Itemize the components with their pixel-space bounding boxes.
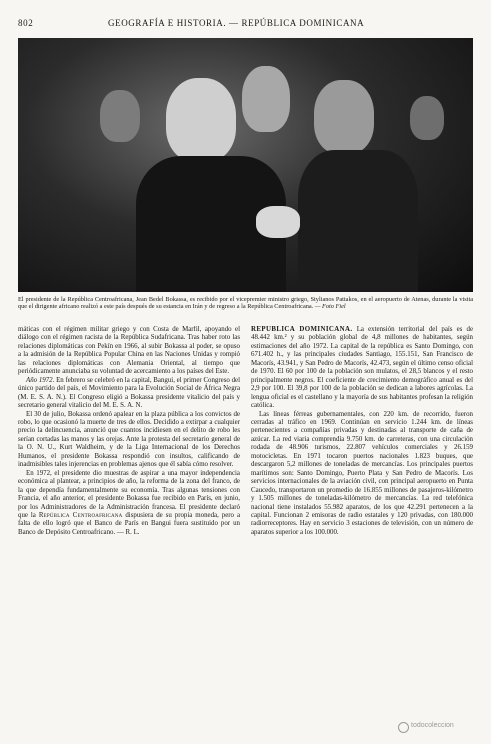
- running-title: GEOGRAFÍA E HISTORIA. — REPÚBLICA DOMINICANA: [108, 18, 365, 28]
- photo-figure-right: [314, 80, 374, 154]
- right-paragraph-1: [251, 326, 473, 411]
- page-header: [18, 18, 473, 32]
- section-title: REPÚBLICA DOMINICANA.: [251, 326, 353, 333]
- news-photo: [18, 38, 473, 292]
- watermark: [398, 718, 478, 736]
- page-number: 802: [18, 18, 34, 28]
- photo-figure-left: [100, 90, 140, 142]
- watermark-text: todocoleccion: [411, 722, 454, 729]
- caption-text: El presidente de la República Centroafricana, Jean Bedel Bokassa, es recibido por el vicepremier ministro griego, Stylianos Pattakos, en el aeropuerto de Atenas, durante la visita que el dirigente africano realizó a este país después de su estancia en Irán y de regreso a la República Centroafricana.: [18, 296, 473, 311]
- photo-hands: [256, 206, 300, 238]
- watermark-logo-icon: [398, 722, 409, 733]
- photo-figure-glasses: [242, 66, 290, 132]
- left-paragraph-2: [18, 377, 240, 411]
- left-paragraph-4b: dispusiera de su propia moneda, pero a falta de ello logró que el Banco de París en Bangui fuera sustituido por un Banco de Depósito Centroafricano. — R. L.: [18, 511, 240, 536]
- left-paragraph-1: máticas con el régimen militar griego y con Costa de Marfil, apoyando el diálogo con el régimen racista de la República Sudafricana. Tras haber roto las relaciones diplomáticas con Pekín en 1966, al subir Bokassa al poder, se opuso a la admisión de la República Popular China en las Naciones Unidas y rompió las relaciones diplomáticas con Alemania Oriental, al tiempo que periódicamente anunciaba su voluntad de acercamiento a los países del Este.: [18, 326, 240, 376]
- photo-figure-far-right: [410, 96, 444, 140]
- left-paragraph-2-text: En febrero se celebró en la capital, Bangui, el primer Congreso del único partido del país, el Movimiento para la Evolución Social de África Negra (M. E. S. A. N.). El Congreso eligió a Bokassa presidente vitalicio del país y secretario general vitalicio del M. E. S. A. N.: [18, 376, 240, 410]
- left-paragraph-4: [18, 470, 240, 538]
- left-column: [18, 326, 240, 708]
- photo-figure-center: [166, 78, 236, 162]
- left-paragraph-3: El 30 de julio, Bokassa ordenó apalear en la plaza pública a los convictos de robo, lo que ocasionó la muerte de tres de ellos. Decidido a extirpar a cualquier precio la delincuencia, anunció que cuantos incidiesen en el delito de robo les serían cortadas las manos y las orejas. Ante la protesta del secretario general de la O. N. U., Kurt Waldheim, y de la Liga Internacional de los Derechos Humanos, el presidente Bokassa respondió con insultos, calificando de inadmisibles tales injerencias en problemas ajenos que él sabía cómo resolver.: [18, 410, 240, 469]
- photo-caption: [18, 296, 473, 320]
- photo-credit: — Foto Fiel: [314, 303, 346, 311]
- photo-body-right: [298, 150, 418, 292]
- right-paragraph-2: Las líneas férreas gubernamentales, con 220 km. de recorrido, fueron cerradas al tráfico en 1969. Continúan en servicio 1.244 km. de líneas pertenecientes a compañías privadas y destinadas al transporte de caña de azúcar. La red viaria comprendía 9.750 km. de carreteras, con una circulación rodada de 48.906 turismos, 22.807 vehículos comerciales y 26.159 motocicletas. En 1971 tocaron puertos nacionales 1.823 buques, que descargaron 5,2 millones de toneladas de mercancías. Los principales puertos marítimos son: Santo Domingo, Puerto Plata y San Pedro de Macorís. Los servicios internacionales de la aviación civil, con principal aeropuerto en Punta Caucedo, transportaron un promedio de 16.855 millones de pasajeros-kilómetro y 1.505 millones de toneladas-kilómetro de mercancías. La red telefónica nacional tiene instalados 55.982 aparatos, de los que 42.291 pertenecen a la capital. Funcionan 2 emisoras de radio estatales y 120 privadas, con 180.000 radiorreceptores. Hay en servicio 3 estaciones de televisión, con un número de aparatos superior a los 100.000.: [251, 410, 473, 536]
- right-column: [251, 326, 473, 708]
- country-name: República Centroafricana: [38, 511, 123, 519]
- right-paragraph-1-text: La extensión territorial del país es de 48.442 km.² y su población global de 4,8 millones de habitantes, según estimaciones del año 1972. La capital de la república es Santo Domingo, con 671.402 h., y las principales ciudades Santiago, 155.151, San Francisco de Macorís, 43.941, y San Pedro de Macorís, 42.473, según el último censo oficial de 1970. El 60 por 100 de la población son mulatos, el 28,5 blancos y el resto principalmente negros. El coeficiente de crecimiento demográfico anual es del 2,9 por 100. El 39,8 por 100 de la población se dedican a labores agrícolas. La lengua oficial es el castellano y la mayoría de sus habitantes profesan la religión católica.: [251, 326, 473, 410]
- left-paragraph-4a: En 1972, el presidente dio muestras de aspirar a una mayor independencia económica al plantear, a principios de año, la reforma de la zona del franco, de la que dependía fundamentalmente su economía. Tras algunas tensiones con Francia, el año anterior, el presidente Bokassa fue recibido en París, en junio, por los Administradores de la Administración francesa. El presidente declaró que la: [18, 469, 240, 519]
- year-heading: Año 1972.: [26, 376, 55, 384]
